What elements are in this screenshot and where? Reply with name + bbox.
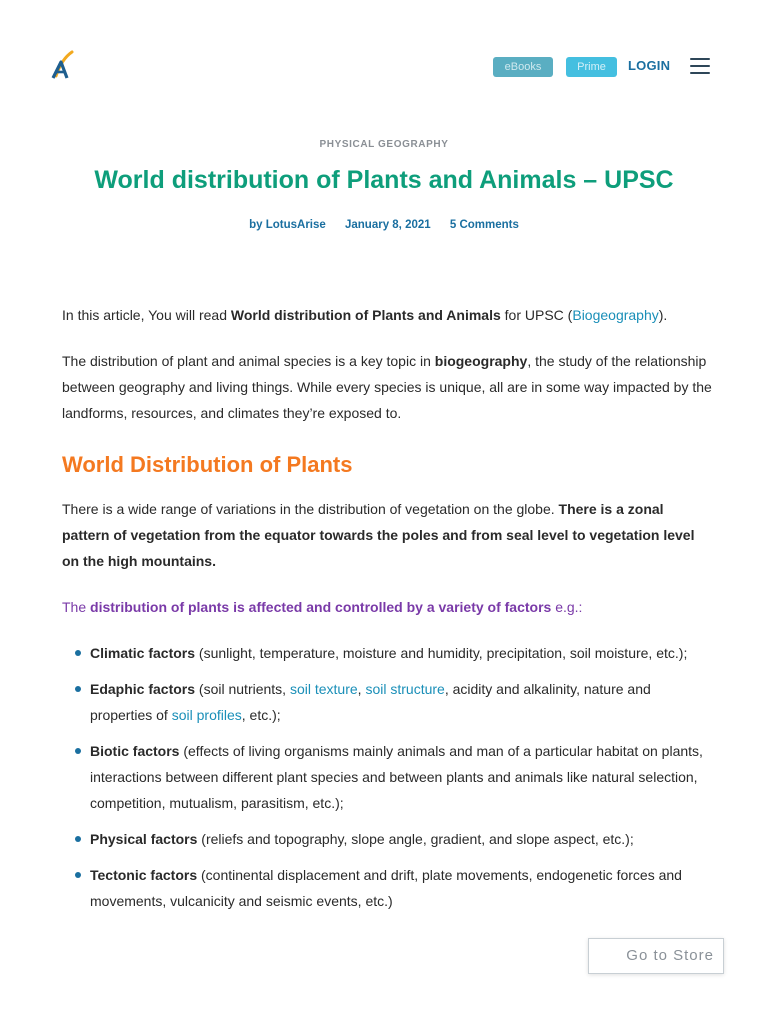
list-item: Biotic factors (effects of living organisms mainly animals and man of a particular habitat on plants, interactions between different plant species and between plants and animals like natural selection, competition, mutualism, parasitism, etc.); — [72, 738, 712, 816]
login-link[interactable]: LOGIN — [628, 58, 671, 73]
list-item: Tectonic factors (continental displacement and drift, plate movements, endogenetic forces and movements, vulcanicity and seismic events, etc.) — [72, 862, 712, 914]
site-header — [0, 0, 768, 110]
list-item: Climatic factors (sunlight, temperature, moisture and humidity, precipitation, soil moisture, etc.); — [72, 640, 712, 666]
comments-link[interactable]: 5 Comments — [449, 219, 519, 231]
ebooks-button[interactable]: eBooks — [493, 57, 553, 77]
list-item: Physical factors (reliefs and topography, slope angle, gradient, and slope aspect, etc.); — [72, 826, 712, 852]
hamburger-icon[interactable] — [690, 58, 710, 75]
category-label[interactable]: PHYSICAL GEOGRAPHY — [319, 139, 449, 150]
date-link[interactable]: January 8, 2021 — [344, 219, 431, 231]
intro-paragraph: In this article, You will read World distribution of Plants and Animals for UPSC (Biogeography). — [62, 307, 668, 323]
soil-profiles-link[interactable]: soil profiles — [171, 707, 242, 723]
article-body — [62, 302, 712, 924]
biogeography-paragraph: The distribution of plant and animal species is a key topic in biogeography, the study of the relationship between geography and living things. While every species is unique, all are in some way impacted by the landforms, resources, and climates they’re exposed to. — [62, 353, 712, 421]
author-link[interactable]: by LotusArise — [249, 219, 326, 231]
go-to-store-button[interactable]: Go to Store — [588, 938, 724, 974]
biogeography-link[interactable]: Biogeography — [572, 307, 659, 323]
lotusarise-logo[interactable] — [50, 50, 78, 82]
soil-structure-link[interactable]: soil structure — [365, 681, 445, 697]
factors-list — [72, 640, 712, 914]
soil-texture-link[interactable]: soil texture — [289, 681, 358, 697]
page-title: World distribution of Plants and Animals – UPSC — [94, 166, 674, 194]
factors-intro: The distribution of plants is affected and controlled by a variety of factors e.g.: — [62, 599, 583, 615]
list-item: Edaphic factors (soil nutrients, soil texture, soil structure, acidity and alkalinity, nature and properties of soil profiles, etc.); — [72, 676, 712, 728]
article-meta — [0, 219, 768, 231]
prime-button[interactable]: Prime — [566, 57, 617, 77]
zonal-paragraph: There is a wide range of variations in the distribution of vegetation on the globe. There is a zonal pattern of vegetation from the equator towards the poles and from seal level to vegetation level on the high mountains. — [62, 501, 695, 569]
section-heading: World Distribution of Plants — [62, 452, 353, 477]
